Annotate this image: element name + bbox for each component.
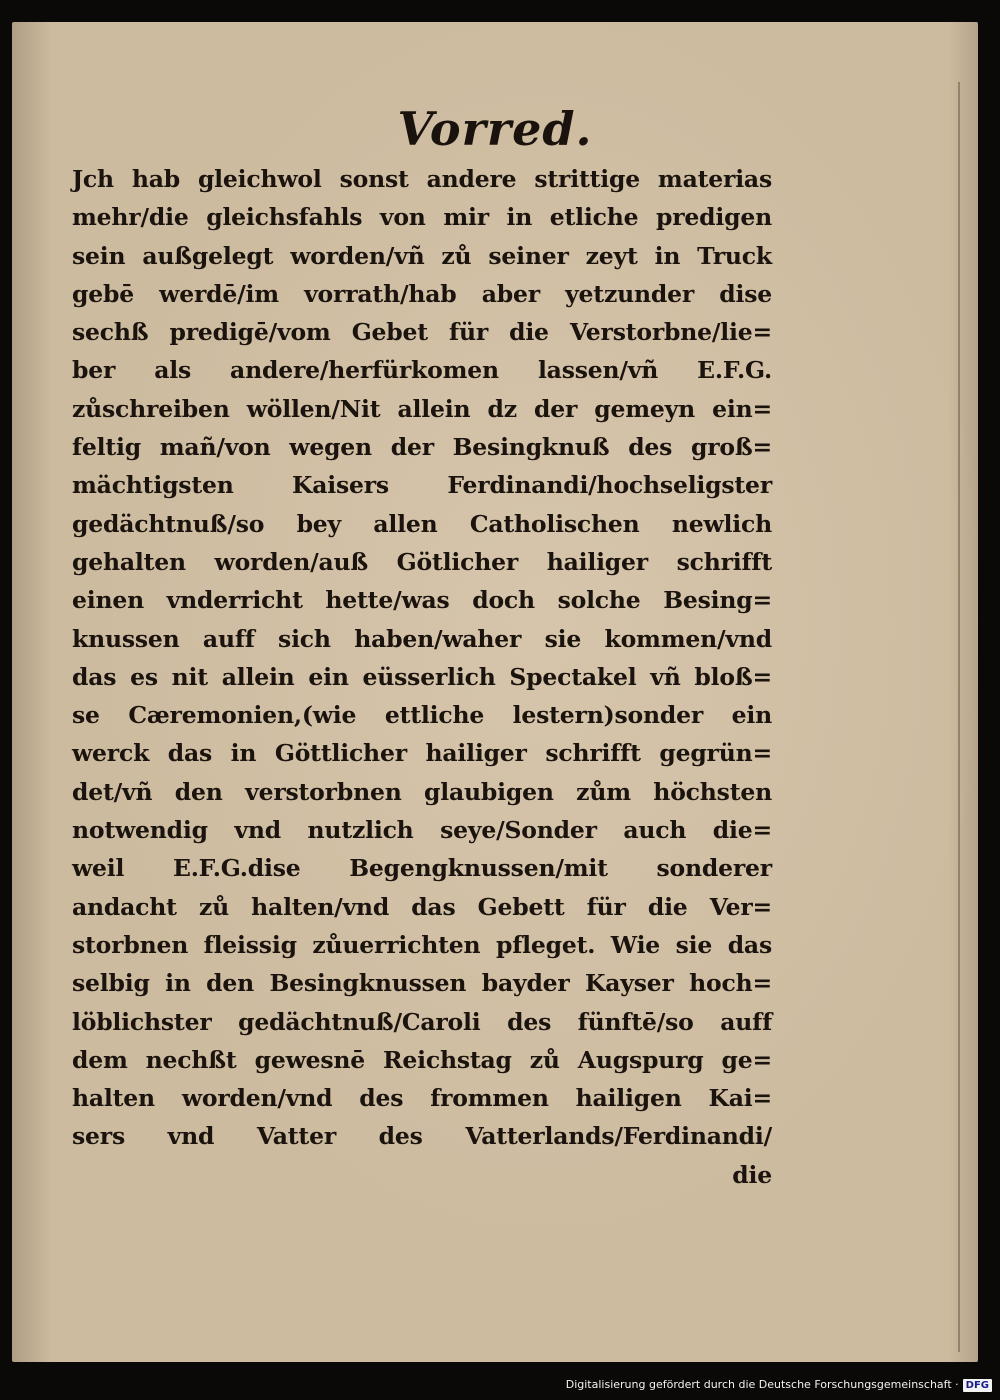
text-line: feltig mañ/von wegen der Besingknuß des groß= (72, 433, 772, 462)
text-line: ber als andere/herfürkomen lassen/vñ E.F.G. (72, 356, 772, 385)
text-line: weil E.F.G.dise Begengknussen/mit sonderer (72, 854, 772, 883)
text-line: dem nechßt gewesnē Reichstag zů Augspurg ge= (72, 1045, 772, 1074)
text-line: notwendig vnd nutzlich seye/Sonder auch die= (72, 816, 772, 845)
text-line: mehr/die gleichsfahls von mir in etliche predigen (72, 203, 772, 232)
text-line: gedächtnuß/so bey allen Catholischen newlich (72, 509, 772, 538)
text-line: selbig in den Besingknussen bayder Kayser hoch= (72, 969, 772, 998)
body-text (72, 160, 772, 1194)
funding-credit (566, 1378, 992, 1392)
text-line: se Cæremonien,(wie ettliche lestern)sonder ein (72, 701, 772, 730)
page-edge-shadow (958, 82, 960, 1352)
text-line: einen vnderricht hette/was doch solche Besing= (72, 586, 772, 615)
text-line: gehalten worden/auß Götlicher hailiger schrifft (72, 547, 772, 576)
text-line: knussen auff sich haben/waher sie kommen/vnd (72, 624, 772, 653)
page-heading: Vorred. (397, 102, 593, 156)
catchword: die (732, 1160, 772, 1189)
funding-credit-text: Digitalisierung gefördert durch die Deutsche Forschungsgemeinschaft · (565, 1378, 959, 1391)
text-line: das es nit allein ein eüsserlich Spectakel vñ bloß= (72, 662, 772, 691)
text-line: Jch hab gleichwol sonst andere strittige materias (72, 165, 772, 193)
text-line: zůschreiben wöllen/Nit allein dz der gemeyn ein= (72, 394, 772, 423)
book-page (12, 22, 978, 1362)
text-line: löblichster gedächtnuß/Caroli des fünftē/so auff (72, 1007, 772, 1036)
text-line: det/vñ den verstorbnen glaubigen zům höchsten (72, 777, 772, 806)
text-line: mächtigsten Kaisers Ferdinandi/hochseligster (72, 471, 772, 500)
text-line: andacht zů halten/vnd das Gebett für die Ver= (72, 892, 772, 921)
text-line: sein außgelegt worden/vñ zů seiner zeyt in Truck (72, 241, 772, 270)
text-line: sechß predigē/vom Gebet für die Verstorbne/lie= (72, 318, 772, 347)
footer-bar (0, 1362, 1000, 1400)
text-line: sers vnd Vatter des Vatterlands/Ferdinandi/ (72, 1122, 772, 1151)
text-line: gebē werdē/im vorrath/hab aber yetzunder dise (72, 279, 772, 308)
dfg-logo-icon: DFG (963, 1379, 992, 1392)
text-line: werck das in Göttlicher hailiger schrifft gegrün= (72, 739, 772, 768)
text-line: storbnen fleissig zůuerrichten pfleget. Wie sie das (72, 930, 772, 959)
text-line: halten worden/vnd des frommen hailigen Kai= (72, 1084, 772, 1113)
